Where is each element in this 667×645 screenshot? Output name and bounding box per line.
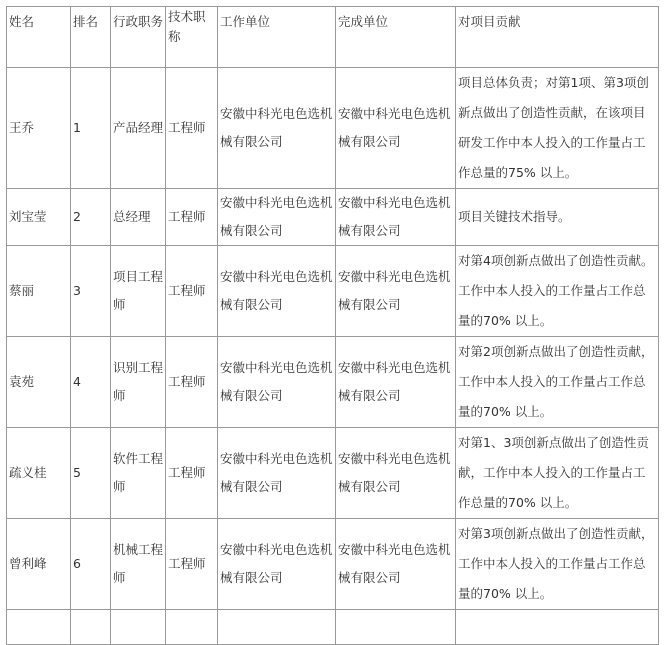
header-row bbox=[7, 7, 659, 68]
header-name: 姓名 bbox=[7, 7, 71, 68]
empty-row bbox=[7, 610, 659, 645]
cell-rank: 5 bbox=[71, 428, 111, 519]
cell-complete-unit: 安徽中科光电色选机械有限公司 bbox=[336, 189, 456, 246]
table-row bbox=[7, 189, 659, 246]
cell-position: 识别工程师 bbox=[111, 337, 166, 428]
cell-name: 刘宝莹 bbox=[7, 189, 71, 246]
cell-name: 疏义桂 bbox=[7, 428, 71, 519]
cell-title: 工程师 bbox=[166, 189, 218, 246]
table-row bbox=[7, 246, 659, 337]
header-rank: 排名 bbox=[71, 7, 111, 68]
cell-name: 蔡丽 bbox=[7, 246, 71, 337]
header-title: 技术职称 bbox=[166, 7, 218, 68]
cell-work-unit: 安徽中科光电色选机械有限公司 bbox=[218, 428, 336, 519]
cell-complete-unit: 安徽中科光电色选机械有限公司 bbox=[336, 337, 456, 428]
cell-title: 工程师 bbox=[166, 428, 218, 519]
cell-contribution: 项目关键技术指导。 bbox=[456, 189, 659, 246]
cell-title: 工程师 bbox=[166, 337, 218, 428]
cell-rank: 6 bbox=[71, 519, 111, 610]
table-row bbox=[7, 519, 659, 610]
cell-work-unit: 安徽中科光电色选机械有限公司 bbox=[218, 519, 336, 610]
cell-position: 项目工程师 bbox=[111, 246, 166, 337]
cell-position: 软件工程师 bbox=[111, 428, 166, 519]
empty-cell bbox=[71, 610, 111, 645]
cell-contribution: 对第2项创新点做出了创造性贡献，工作中本人投入的工作量占工作总量的70% 以上。 bbox=[456, 337, 659, 428]
cell-rank: 2 bbox=[71, 189, 111, 246]
table-row bbox=[7, 428, 659, 519]
cell-complete-unit: 安徽中科光电色选机械有限公司 bbox=[336, 68, 456, 189]
cell-title: 工程师 bbox=[166, 519, 218, 610]
cell-work-unit: 安徽中科光电色选机械有限公司 bbox=[218, 337, 336, 428]
header-work-unit: 工作单位 bbox=[218, 7, 336, 68]
contributors-table bbox=[6, 6, 659, 645]
table-row bbox=[7, 337, 659, 428]
cell-name: 王乔 bbox=[7, 68, 71, 189]
cell-complete-unit: 安徽中科光电色选机械有限公司 bbox=[336, 246, 456, 337]
cell-position: 机械工程师 bbox=[111, 519, 166, 610]
cell-complete-unit: 安徽中科光电色选机械有限公司 bbox=[336, 428, 456, 519]
cell-contribution: 项目总体负责；对第1项、第3项创新点做出了创造性贡献，在该项目研发工作中本人投入的工作量占工作总量的75% 以上。 bbox=[456, 68, 659, 189]
cell-position: 产品经理 bbox=[111, 68, 166, 189]
empty-cell bbox=[456, 610, 659, 645]
cell-contribution: 对第3项创新点做出了创造性贡献，工作中本人投入的工作量占工作总量的70% 以上。 bbox=[456, 519, 659, 610]
cell-rank: 3 bbox=[71, 246, 111, 337]
cell-work-unit: 安徽中科光电色选机械有限公司 bbox=[218, 246, 336, 337]
cell-complete-unit: 安徽中科光电色选机械有限公司 bbox=[336, 519, 456, 610]
empty-cell bbox=[336, 610, 456, 645]
cell-title: 工程师 bbox=[166, 68, 218, 189]
cell-name: 袁苑 bbox=[7, 337, 71, 428]
empty-cell bbox=[111, 610, 166, 645]
cell-contribution: 对第1、3项创新点做出了创造性贡献，工作中本人投入的工作量占工作总量的70% 以上。 bbox=[456, 428, 659, 519]
cell-rank: 4 bbox=[71, 337, 111, 428]
header-complete-unit: 完成单位 bbox=[336, 7, 456, 68]
cell-work-unit: 安徽中科光电色选机械有限公司 bbox=[218, 189, 336, 246]
cell-position: 总经理 bbox=[111, 189, 166, 246]
empty-cell bbox=[218, 610, 336, 645]
cell-contribution: 对第4项创新点做出了创造性贡献。工作中本人投入的工作量占工作总量的70% 以上。 bbox=[456, 246, 659, 337]
cell-title: 工程师 bbox=[166, 246, 218, 337]
empty-cell bbox=[7, 610, 71, 645]
header-contribution: 对项目贡献 bbox=[456, 7, 659, 68]
cell-name: 曾利峰 bbox=[7, 519, 71, 610]
cell-work-unit: 安徽中科光电色选机械有限公司 bbox=[218, 68, 336, 189]
table-row bbox=[7, 68, 659, 189]
header-position: 行政职务 bbox=[111, 7, 166, 68]
empty-cell bbox=[166, 610, 218, 645]
cell-rank: 1 bbox=[71, 68, 111, 189]
